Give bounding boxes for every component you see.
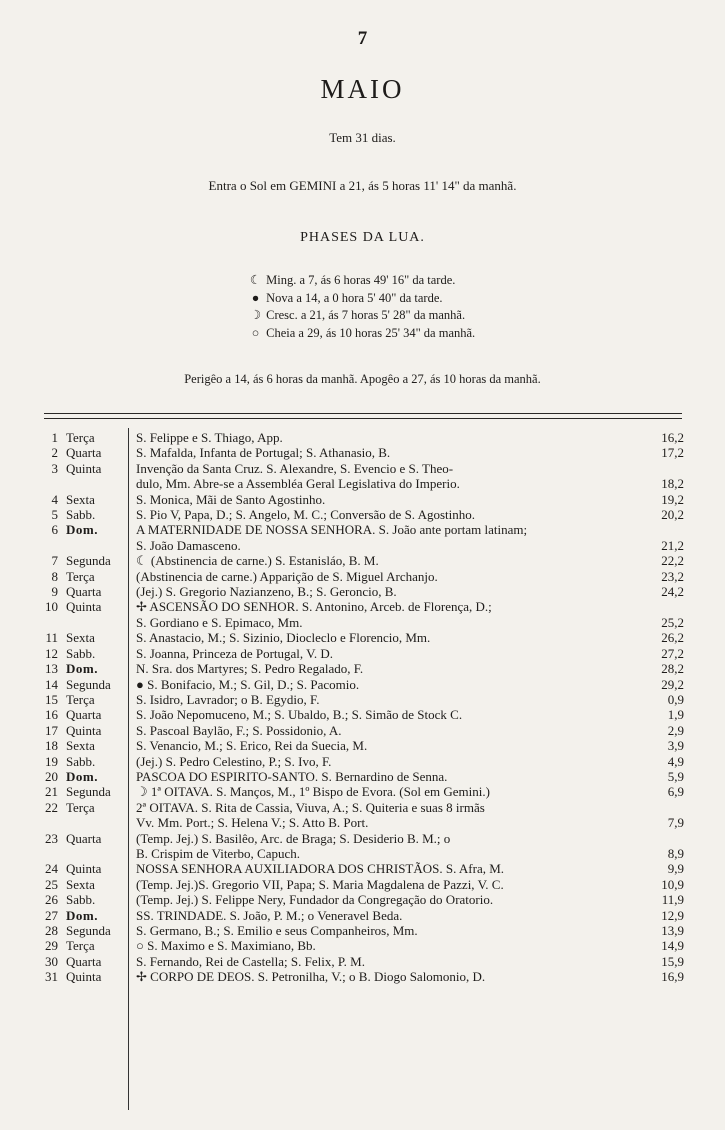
month-title: MAIO <box>320 74 405 104</box>
moon-age-value: 8,9 <box>667 845 684 861</box>
weekday: Segunda <box>66 923 111 938</box>
moon-age-value: 14,9 <box>661 938 684 954</box>
moon-age-value: 27,2 <box>661 645 684 661</box>
calendar-row <box>0 769 725 784</box>
weekday: Dom. <box>66 661 98 677</box>
calendar-row <box>0 784 725 799</box>
calendar-row <box>0 861 725 876</box>
moon-age-value: 3,9 <box>667 738 684 754</box>
day-number: 15 <box>45 691 58 707</box>
saints-text: A MATERNIDADE DE NOSSA SENHORA. S. João ante portam latinam; S. João Damasceno. <box>136 522 528 553</box>
weekday: Sexta <box>66 491 95 507</box>
day-number: 13 <box>45 661 58 677</box>
weekday: Quarta <box>66 953 102 969</box>
calendar-row <box>0 707 725 722</box>
day-number: 14 <box>45 676 58 692</box>
weekday: Segunda <box>66 784 111 800</box>
calendar-row <box>0 923 725 938</box>
day-number: 29 <box>45 938 58 954</box>
day-number: 11 <box>45 630 58 646</box>
calendar-row <box>0 723 725 738</box>
weekday: Sabb. <box>66 753 96 769</box>
day-number: 20 <box>45 768 58 784</box>
weekday: Sabb. <box>66 645 96 661</box>
saints-text: S. Isidro, Lavrador; o B. Egydio, F. <box>136 691 320 707</box>
moon-age-value: 0,9 <box>667 691 684 707</box>
calendar-row <box>0 908 725 923</box>
waxing-moon-icon: ☽ <box>249 308 262 322</box>
weekday: Dom. <box>66 907 98 923</box>
weekday: Terça <box>66 568 95 584</box>
day-number: 21 <box>45 784 58 800</box>
calendar-row <box>0 522 725 553</box>
day-number: 18 <box>45 738 58 754</box>
moon-age-value: 1,9 <box>667 707 684 723</box>
moon-age-value: 26,2 <box>661 630 684 646</box>
weekday: Segunda <box>66 676 111 692</box>
moon-phase-line <box>248 290 475 308</box>
double-rule-bottom <box>44 418 682 419</box>
weekday: Sabb. <box>66 892 96 908</box>
calendar-row <box>0 938 725 953</box>
moon-age-value: 12,9 <box>661 907 684 923</box>
calendar-row <box>0 892 725 907</box>
saints-text: (Temp. Jej.) S. Felippe Nery, Fundador da Congregação do Oratorio. <box>136 892 494 908</box>
day-number: 23 <box>45 830 58 846</box>
moon-age-value: 28,2 <box>661 661 684 677</box>
saints-text: (Abstinencia de carne.) Apparição de S. Miguel Archanjo. <box>136 568 438 584</box>
saints-text: ○ S. Maximo e S. Maximiano, Bb. <box>136 938 316 954</box>
saints-text: (Temp. Jej.) S. Basilêo, Arc. de Braga; S. Desiderio B. M.; o B. Crispim de Viterbo, Capuch. <box>136 830 451 861</box>
day-number: 25 <box>45 876 58 892</box>
moon-age-value: 21,2 <box>661 537 684 553</box>
calendar-row <box>0 430 725 445</box>
phases-title: PHASES DA LUA. <box>300 230 425 245</box>
new-moon-icon: ● <box>251 290 260 305</box>
day-number: 16 <box>45 707 58 723</box>
calendar-row <box>0 630 725 645</box>
calendar-row <box>0 754 725 769</box>
day-number: 12 <box>45 645 58 661</box>
day-number: 6 <box>51 522 58 538</box>
calendar-row <box>0 831 725 862</box>
phase-text: Nova a 14, a 0 hora 5' 40" da tarde. <box>266 290 443 305</box>
moon-age-value: 19,2 <box>661 491 684 507</box>
moon-phase-line <box>248 307 475 325</box>
calendar-row <box>0 599 725 630</box>
moon-age-value: 24,2 <box>661 584 684 600</box>
calendar-row <box>0 646 725 661</box>
moon-age-value: 9,9 <box>667 861 684 877</box>
phase-text: Cheia a 29, ás 10 horas 25' 34" da manhã. <box>266 325 476 340</box>
weekday: Quinta <box>66 460 102 476</box>
moon-age-value: 29,2 <box>661 676 684 692</box>
weekday: Terça <box>66 799 95 815</box>
day-number: 31 <box>45 969 58 985</box>
day-number: 2 <box>51 445 58 461</box>
day-number: 4 <box>51 491 58 507</box>
weekday: Sabb. <box>66 507 96 523</box>
saints-text: 2ª OITAVA. S. Rita de Cassia, Viuva, A.; S. Quiteria e suas 8 irmãs Vv. Mm. Port.; S. Helena V.; S. Atto B. Port. <box>136 799 485 831</box>
weekday: Quinta <box>66 969 102 985</box>
moon-phase-line <box>248 272 475 290</box>
weekday: Sexta <box>66 876 95 892</box>
day-number: 17 <box>45 722 58 738</box>
saints-text: S. Fernando, Rei de Castella; S. Felix, P. M. <box>136 953 365 969</box>
moon-phase-line <box>248 325 475 343</box>
saints-text: PASCOA DO ESPIRITO-SANTO. S. Bernardino de Senna. <box>136 768 448 784</box>
weekday: Terça <box>66 430 95 445</box>
day-number: 1 <box>51 430 58 445</box>
moon-age-value: 15,9 <box>661 953 684 969</box>
moon-age-value: 18,2 <box>661 476 684 492</box>
saints-text: ● S. Bonifacio, M.; S. Gil, D.; S. Pacomio. <box>136 676 360 692</box>
saints-text: ☽ 1ª OITAVA. S. Manços, M., 1º Bispo de Evora. (Sol em Gemini.) <box>136 784 490 800</box>
full-moon-icon: ○ <box>251 325 260 340</box>
saints-text: S. Anastacio, M.; S. Sizinio, Diocleclo e Florencio, Mm. <box>136 630 431 646</box>
day-number: 8 <box>51 568 58 584</box>
moon-age-value: 23,2 <box>661 568 684 584</box>
saints-text: Invenção da Santa Cruz. S. Alexandre, S. Evencio e S. Theo- dulo, Mm. Abre-se a Assembléa Geral Legislativa do Imperio. <box>136 460 460 492</box>
calendar-row <box>0 969 725 984</box>
calendar-row <box>0 661 725 676</box>
weekday: Quarta <box>66 830 102 846</box>
phase-text: Ming. a 7, ás 6 horas 49' 16" da tarde. <box>266 273 456 287</box>
saints-text: S. Monica, Mãi de Santo Agostinho. <box>136 491 326 507</box>
weekday: Quarta <box>66 445 102 461</box>
saints-text: S. Mafalda, Infanta de Portugal; S. Athanasio, B. <box>136 445 391 461</box>
day-number: 3 <box>51 460 58 476</box>
weekday: Quinta <box>66 722 102 738</box>
saints-text: S. Felippe e S. Thiago, App. <box>136 430 283 445</box>
saints-text: S. Joanna, Princeza de Portugal, V. D. <box>136 645 334 661</box>
day-number: 19 <box>45 753 58 769</box>
day-number: 10 <box>45 599 58 615</box>
calendar-row <box>0 445 725 460</box>
calendar-row <box>0 877 725 892</box>
days-count: Tem 31 dias. <box>329 130 396 145</box>
saints-text: ✢ CORPO DE DEOS. S. Petronilha, V.; o B. Diogo Salomonio, D. <box>136 969 486 985</box>
saints-text: ✢ ASCENSÃO DO SENHOR. S. Antonino, Arceb. de Florença, D.; S. Gordiano e S. Epimaco, Mm. <box>136 599 492 630</box>
calendar-row <box>0 584 725 599</box>
moon-age-value: 13,9 <box>661 923 684 938</box>
day-number: 5 <box>51 507 58 523</box>
saints-text: (Jej.) S. Gregorio Nazianzeno, B.; S. Geroncio, B. <box>136 584 397 600</box>
calendar-row <box>0 800 725 831</box>
weekday: Segunda <box>66 553 111 569</box>
saints-text: ☾ (Abstinencia de carne.) S. Estanisláo, B. M. <box>136 553 379 569</box>
day-number: 24 <box>45 861 58 877</box>
moon-age-value: 7,9 <box>667 815 684 831</box>
weekday: Sexta <box>66 630 95 646</box>
day-number: 9 <box>51 584 58 600</box>
weekday: Terça <box>66 691 95 707</box>
saints-text: NOSSA SENHORA AUXILIADORA DOS CHRISTÃOS. S. Afra, M. <box>136 861 505 877</box>
moon-age-value: 17,2 <box>661 445 684 461</box>
day-number: 27 <box>45 907 58 923</box>
sun-entry: Entra o Sol em GEMINI a 21, ás 5 horas 11' 14" da manhã. <box>208 178 517 193</box>
moon-age-value: 16,9 <box>661 969 684 985</box>
day-number: 7 <box>51 553 58 569</box>
moon-age-value: 4,9 <box>667 753 684 769</box>
day-number: 30 <box>45 953 58 969</box>
moon-phases <box>248 272 475 342</box>
calendar-table <box>0 430 725 985</box>
weekday: Quarta <box>66 707 102 723</box>
calendar-row <box>0 954 725 969</box>
saints-text: S. João Nepomuceno, M.; S. Ubaldo, B.; S. Simão de Stock C. <box>136 707 463 723</box>
moon-age-value: 16,2 <box>661 430 684 445</box>
saints-text: N. Sra. dos Martyres; S. Pedro Regalado, F. <box>136 661 364 677</box>
weekday: Dom. <box>66 768 98 784</box>
moon-age-value: 20,2 <box>661 507 684 523</box>
waning-moon-icon: ☾ <box>249 273 262 287</box>
phase-text: Cresc. a 21, ás 7 horas 5' 28" da manhã. <box>266 308 466 322</box>
weekday: Dom. <box>66 522 98 538</box>
weekday: Quarta <box>66 584 102 600</box>
calendar-row <box>0 738 725 753</box>
saints-text: S. Pio V, Papa, D.; S. Angelo, M. C.; Conversão de S. Agostinho. <box>136 507 475 523</box>
calendar-row <box>0 692 725 707</box>
page-number: 7 <box>357 28 368 49</box>
day-number: 22 <box>45 799 58 815</box>
saints-text: (Temp. Jej.)S. Gregorio VII, Papa; S. Maria Magdalena de Pazzi, V. C. <box>136 876 504 892</box>
double-rule-top <box>44 413 682 414</box>
moon-age-value: 25,2 <box>661 614 684 630</box>
moon-age-value: 2,9 <box>667 722 684 738</box>
weekday: Sexta <box>66 738 95 754</box>
saints-text: SS. TRINDADE. S. João, P. M.; o Veneravel Beda. <box>136 907 403 923</box>
calendar-row <box>0 677 725 692</box>
saints-text: S. Germano, B.; S. Emilio e seus Companheiros, Mm. <box>136 923 418 938</box>
moon-age-value: 5,9 <box>667 768 684 784</box>
weekday: Quinta <box>66 861 102 877</box>
saints-text: S. Venancio, M.; S. Erico, Rei da Suecia, M. <box>136 738 368 754</box>
calendar-row <box>0 492 725 507</box>
moon-age-value: 11,9 <box>661 892 684 908</box>
calendar-row <box>0 553 725 568</box>
weekday: Quinta <box>66 599 102 615</box>
calendar-row <box>0 507 725 522</box>
day-number: 26 <box>45 892 58 908</box>
moon-age-value: 22,2 <box>661 553 684 569</box>
saints-text: (Jej.) S. Pedro Celestino, P.; S. Ivo, F. <box>136 753 332 769</box>
moon-age-value: 6,9 <box>667 784 684 800</box>
saints-text: S. Pascoal Baylão, F.; S. Possidonio, A. <box>136 722 342 738</box>
moon-age-value: 10,9 <box>661 876 684 892</box>
day-number: 28 <box>45 923 58 938</box>
calendar-row <box>0 461 725 492</box>
perigee-apogee: Perigêo a 14, ás 6 horas da manhã. Apogêo a 27, ás 10 horas da manhã. <box>184 372 541 386</box>
calendar-row <box>0 569 725 584</box>
weekday: Terça <box>66 938 95 954</box>
